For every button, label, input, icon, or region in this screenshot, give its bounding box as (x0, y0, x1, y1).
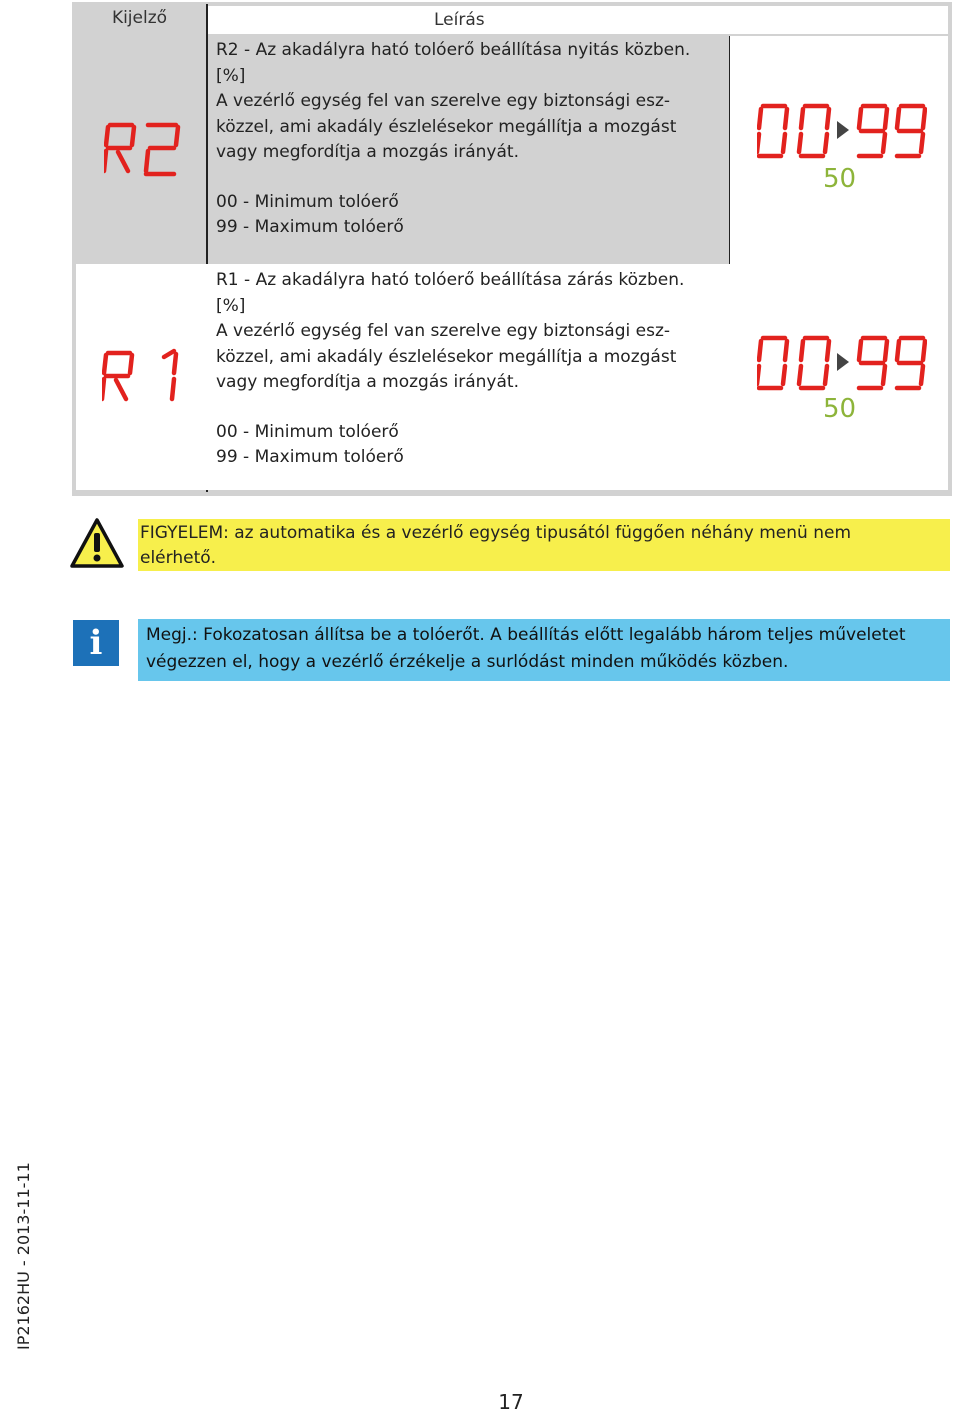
row-r2-text-line1: A vezérlő egység fel van szerelve egy biztonsági esz- (216, 91, 671, 111)
row-r1-text-line3: vagy megfordítja a mozgás irányát. (216, 372, 519, 392)
header-description: Leírás (434, 10, 485, 30)
row-r2-description (207, 36, 730, 264)
warning-text-line1: FIGYELEM: az automatika és a vezérlő egység tipusától függően néhány menü nem (140, 523, 852, 543)
row-r1-range-display (730, 264, 948, 490)
row-r2-default: 50 (823, 164, 857, 194)
code-display-r2 (104, 119, 184, 179)
info-note (138, 619, 950, 681)
row-r1-text-line1: A vezérlő egység fel van szerelve egy biztonsági esz- (216, 321, 671, 341)
row-r2-text-line2: közzel, ami akadály észlelésekor megállítja a mozgást (216, 116, 677, 137)
range-arrow-icon (837, 353, 849, 371)
row-r2-text-line3: vagy megfordítja a mozgás irányát. (216, 142, 519, 162)
segment-glyph-r2 (104, 125, 178, 174)
row-r2-min: 00 - Minimum tolóerő (216, 191, 399, 212)
range-display-r2 (757, 102, 927, 162)
warning-text-line2: elérhető. (140, 548, 217, 568)
document-code: IP2162HU - 2013-11-11 (14, 1162, 33, 1350)
info-text-line2: végezzen el, hogy a vezérlő érzékelje a surlódást minden működés közben. (146, 652, 789, 672)
row-r1-unit: [%] (216, 295, 246, 316)
row-r2-unit: [%] (216, 65, 246, 86)
row-r1-description (207, 264, 730, 490)
header-description-cell (207, 6, 948, 34)
range-display-r1 (757, 334, 927, 394)
row-r2-title: R2 - Az akadályra ható tolóerő beállítása nyitás közben. (216, 40, 691, 60)
page-number: 17 (498, 1390, 524, 1414)
row-r1-max: 99 - Maximum tolóerő (216, 447, 404, 467)
warning-triangle-icon (70, 517, 124, 569)
segment-glyph-r1 (102, 351, 176, 399)
range-arrow-icon (837, 121, 849, 139)
row-r1-min: 00 - Minimum tolóerő (216, 421, 399, 442)
warning-note (138, 519, 950, 571)
row-r1-code-cell (76, 264, 207, 490)
code-display-r1 (102, 347, 182, 407)
row-r1-text-line2: közzel, ami akadály észlelésekor megállítja a mozgást (216, 346, 677, 367)
info-text-line1: Megj.: Fokozatosan állítsa be a tolóerőt. A beállítás előtt legalább három teljes műveletet (146, 625, 906, 645)
header-display: Kijelző (111, 8, 168, 28)
info-icon: i (73, 620, 119, 666)
row-r1-title: R1 - Az akadályra ható tolóerő beállítása zárás közben. (216, 270, 685, 290)
row-r1-default: 50 (823, 394, 857, 424)
parameter-table (72, 2, 952, 496)
row-r2-max: 99 - Maximum tolóerő (216, 217, 404, 237)
row-r2-range-display (730, 36, 948, 264)
